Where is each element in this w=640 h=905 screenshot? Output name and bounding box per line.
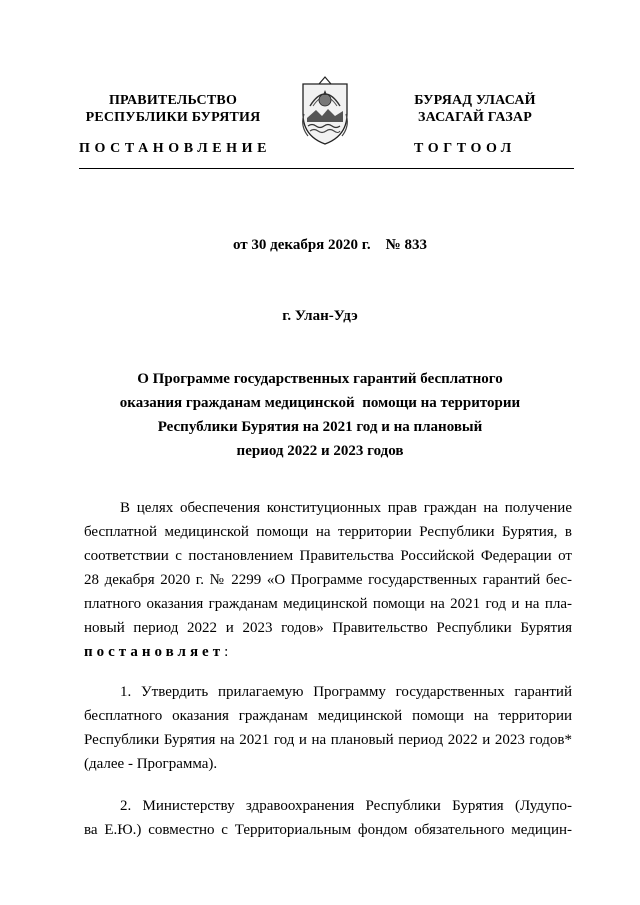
text-line: новый период 2022 и 2023 годов» Правительство Республики Бурятия (84, 620, 572, 636)
text-line: В целях обеспечения конституционных прав граждан на получение (120, 500, 572, 516)
text-line: 1. Утвердить прилагаемую Программу государственных гарантий (120, 684, 572, 700)
title-line: О Программе государственных гарантий бесплатного (137, 371, 503, 387)
city: г. Улан-Удэ (282, 308, 358, 324)
document-title (100, 367, 540, 463)
text-line: Республики Бурятия на 2021 год и на плановый период 2022 и 2023 годов* (84, 732, 572, 748)
resolves-verb: постановляет (84, 644, 225, 660)
resolves-colon: : (224, 644, 229, 660)
doc-type-right: ТОГТООЛ (414, 141, 516, 156)
paragraph-item-2 (84, 794, 572, 842)
title-line: оказания гражданам медицинской помощи на территории (119, 395, 521, 411)
text-line: бесплатной медицинской помощи на территории Республики Бурятия, в (84, 524, 572, 540)
text-line: ва Е.Ю.) совместно с Территориальным фондом обязательного медицин- (84, 822, 572, 838)
date-number-line: от 30 декабря 2020 г. № 833 (233, 237, 427, 253)
text-line (84, 640, 572, 664)
emblem-icon (298, 76, 352, 146)
issuer-left (78, 92, 268, 126)
doc-type-left: ПОСТАНОВЛЕНИЕ (79, 141, 272, 156)
text-line: 28 декабря 2020 г. № 2299 «О Программе государственных гарантий бес- (84, 572, 572, 588)
text-line: 2. Министерству здравоохранения Республики Бурятия (Лудупо- (120, 798, 572, 814)
paragraph-preamble (84, 496, 572, 664)
header-divider (79, 168, 574, 169)
text-line: платного оказания гражданам медицинской помощи на 2021 год и на пла- (84, 596, 572, 612)
issuer-right (385, 92, 565, 126)
title-line: период 2022 и 2023 годов (236, 443, 404, 459)
title-line: Республики Бурятия на 2021 год и на плановый (157, 419, 483, 435)
coat-of-arms-emblem (298, 76, 352, 146)
issuer-right-line1: БУРЯАД УЛАСАЙ (414, 93, 536, 108)
text-line: соответствии с постановлением Правительства Российской Федерации от (84, 548, 572, 564)
issuer-left-line2: РЕСПУБЛИКИ БУРЯТИЯ (85, 110, 261, 125)
issuer-right-line2: ЗАСАГАЙ ГАЗАР (417, 110, 532, 125)
paragraph-item-1 (84, 680, 572, 776)
text-line: (далее - Программа). (84, 756, 218, 772)
text-line: бесплатного оказания гражданам медицинской помощи на территории (84, 708, 572, 724)
issuer-left-line1: ПРАВИТЕЛЬСТВО (108, 93, 238, 108)
